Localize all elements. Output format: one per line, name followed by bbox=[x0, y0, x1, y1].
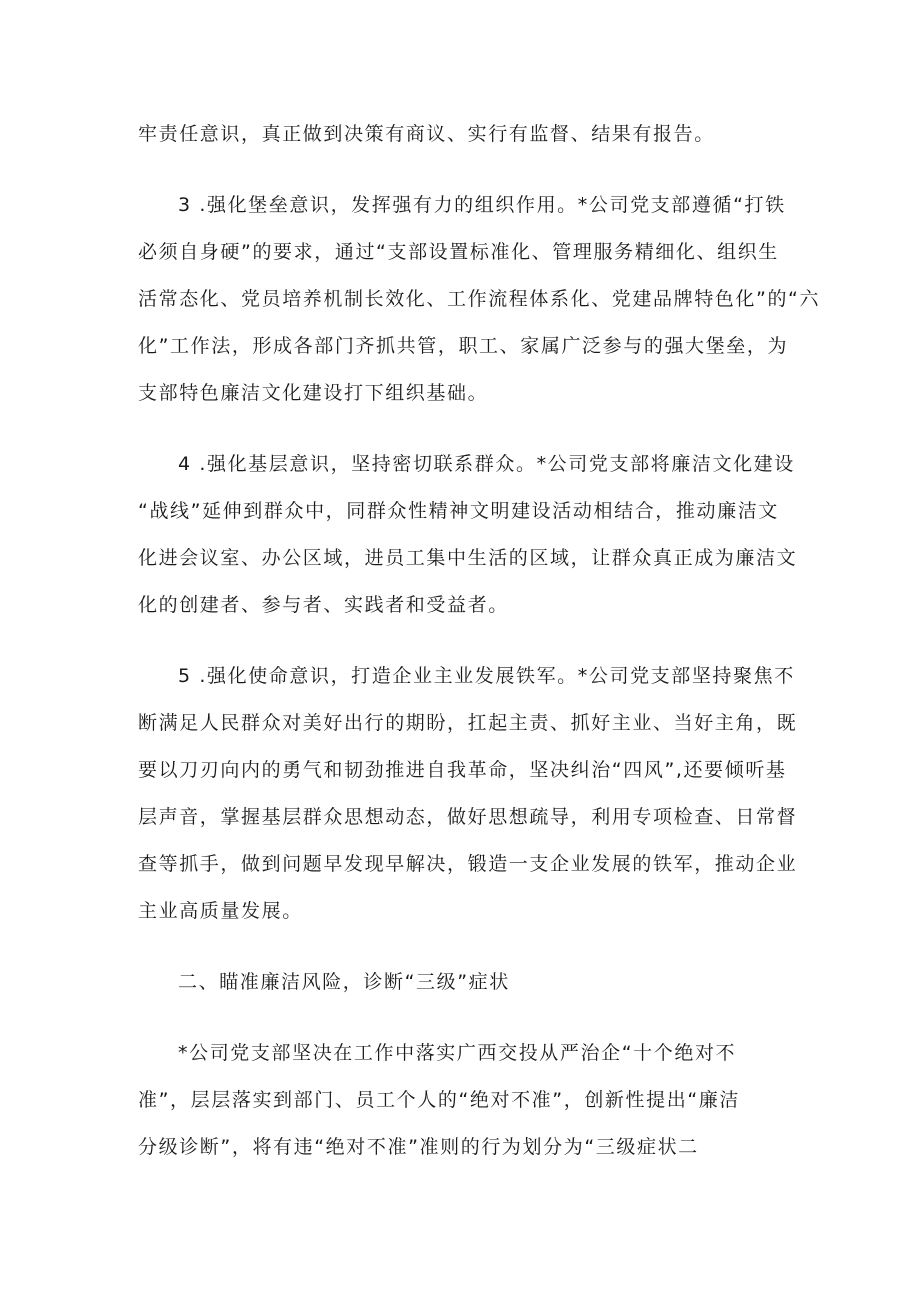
text-line: 牢责任意识，真正做到决策有商议、实行有监督、结果有报告。 bbox=[138, 123, 715, 145]
text-line: 活常态化、党员培养机制长效化、工作流程体系化、党建品牌特色化”的“六 bbox=[138, 288, 821, 310]
text-line: *公司党支部坚决在工作中落实广西交投从严治企“十个绝对不 bbox=[178, 1042, 737, 1064]
text-line: 断满足人民群众对美好出行的期盼，扛起主责、抓好主业、当好主角，既 bbox=[138, 712, 798, 734]
text-line: 必须自身硬”的要求，通过“支部设置标准化、管理服务精细化、组织生 bbox=[138, 241, 779, 263]
text-line: 化的创建者、参与者、实践者和受益者。 bbox=[138, 594, 509, 616]
text-line: 分级诊断”，将有违“绝对不准”准则的行为划分为“三级症状二 bbox=[138, 1136, 699, 1158]
text-line: 化进会议室、办公区域，进员工集中生活的区域，让群众真正成为廉洁文 bbox=[138, 547, 798, 569]
text-line: 要以刀刃向内的勇气和韧劲推进自我革命，坚决纠治“四风”,还要倾听基 bbox=[138, 759, 787, 781]
text-line: 主业高质量发展。 bbox=[138, 900, 303, 922]
text-line: 化”工作法，形成各部门齐抓共管，职工、家属广泛参与的强大堡垒，为 bbox=[138, 335, 789, 357]
text-line: 4 .强化基层意识，坚持密切联系群众。*公司党支部将廉洁文化建设 bbox=[178, 453, 795, 475]
section-heading: 二、瞄准廉洁风险，诊断“三级”症状 bbox=[178, 971, 510, 993]
text-line: 3 .强化堡垒意识，发挥强有力的组织作用。*公司党支部遵循“打铁 bbox=[178, 194, 786, 216]
text-line: 支部特色廉洁文化建设打下组织基础。 bbox=[138, 382, 489, 404]
text-line: “战线”延伸到群众中，同群众性精神文明建设活动相结合，推动廉洁文 bbox=[138, 500, 779, 522]
text-line: 查等抓手，做到问题早发现早解决，锻造一支企业发展的铁军，推动企业 bbox=[138, 853, 798, 875]
text-line: 准”，层层落实到部门、员工个人的“绝对不准”，创新性提出“廉洁 bbox=[138, 1089, 740, 1111]
text-line: 层声音，掌握基层群众思想动态，做好思想疏导，利用专项检查、日常督 bbox=[138, 806, 798, 828]
text-line: 5 .强化使命意识，打造企业主业发展铁军。*公司党支部坚持聚焦不 bbox=[178, 665, 795, 687]
